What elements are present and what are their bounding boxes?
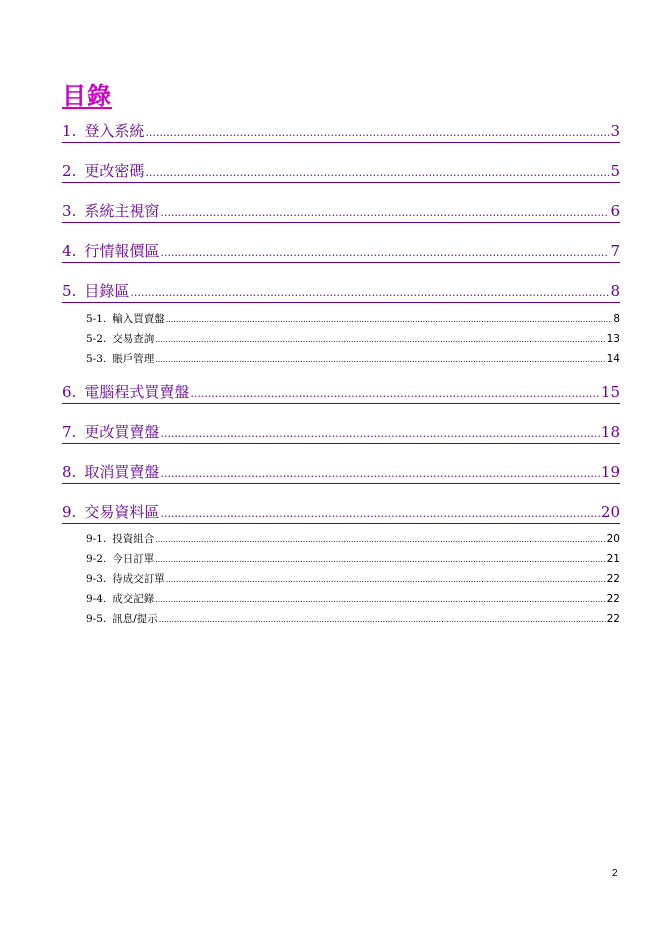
dot-leader — [155, 333, 605, 346]
toc-entry-text: 行情報價區 — [84, 242, 160, 260]
dot-leader — [160, 242, 609, 262]
toc-entry-page: 6 — [610, 202, 620, 220]
toc-entry-page: 3 — [610, 122, 620, 140]
dot-leader — [190, 383, 600, 403]
dot-leader — [155, 353, 605, 366]
toc-entry-text: 今日訂單 — [112, 553, 155, 565]
toc-entry-number: 3. — [62, 202, 77, 220]
toc-entry-text: 電腦程式買賣盤 — [84, 383, 190, 401]
toc-entry-text: 賬戶管理 — [112, 353, 155, 365]
toc-entry-number: 5. — [62, 282, 77, 300]
dot-leader — [155, 593, 605, 606]
toc-entry-text: 更改密碼 — [84, 162, 145, 180]
toc-entry-number: 9-5. — [86, 613, 107, 625]
dot-leader — [160, 423, 600, 443]
toc-entry-9-3[interactable] — [86, 573, 620, 586]
dot-leader — [160, 503, 600, 523]
toc-entry-6[interactable] — [62, 383, 620, 404]
toc-entry-text: 交易資料區 — [84, 503, 160, 521]
toc-entry-7[interactable] — [62, 423, 620, 444]
toc-entry-number: 9-4. — [86, 593, 107, 605]
toc-entry-page: 22 — [606, 593, 620, 605]
toc-entry-9-5[interactable] — [86, 613, 620, 626]
dot-leader — [160, 202, 609, 222]
toc-entry-5-1[interactable] — [86, 313, 620, 326]
toc-entry-page: 7 — [610, 242, 620, 260]
toc-entry-page: 20 — [600, 503, 620, 521]
toc-entry-text: 目錄區 — [84, 282, 130, 300]
toc-entry-number: 4. — [62, 242, 77, 260]
dot-leader — [166, 573, 606, 586]
toc-entry-9-2[interactable] — [86, 553, 620, 566]
page-number: 2 — [612, 868, 618, 879]
toc-entry-page: 19 — [600, 463, 620, 481]
toc-entry-4[interactable] — [62, 242, 620, 263]
toc-entry-number: 5-2. — [86, 333, 107, 345]
toc-entry-number: 5-1. — [86, 313, 107, 325]
toc-entry-text: 更改買賣盤 — [84, 423, 160, 441]
toc-entry-text: 成交記錄 — [112, 593, 155, 605]
toc-entry-5[interactable] — [62, 282, 620, 303]
toc-entry-9[interactable] — [62, 503, 620, 524]
toc-entry-text: 輸入買賣盤 — [112, 313, 165, 325]
toc-entry-page: 8 — [610, 282, 620, 300]
toc-entry-page: 22 — [606, 573, 620, 585]
toc-entry-page: 22 — [606, 613, 620, 625]
dot-leader — [145, 122, 609, 142]
toc-entry-2[interactable] — [62, 162, 620, 183]
toc-entry-9-1[interactable] — [86, 533, 620, 546]
toc-entry-number: 7. — [62, 423, 77, 441]
toc-entry-5-3[interactable] — [86, 353, 620, 366]
toc-entry-text: 系統主視窗 — [84, 202, 160, 220]
toc-entry-page: 8 — [613, 313, 620, 325]
toc-entry-text: 待成交訂單 — [112, 573, 165, 585]
toc-entry-number: 1. — [62, 122, 77, 140]
toc-entry-number: 9-3. — [86, 573, 107, 585]
dot-leader — [166, 313, 613, 326]
toc-entry-number: 9. — [62, 503, 77, 521]
toc-entry-number: 9-2. — [86, 553, 107, 565]
toc-entry-number: 6. — [62, 383, 77, 401]
toc-entry-5-2[interactable] — [86, 333, 620, 346]
dot-leader — [155, 533, 605, 546]
toc-entry-page: 15 — [600, 383, 620, 401]
toc-entry-text: 投資組合 — [112, 533, 155, 545]
toc-entry-page: 14 — [606, 353, 620, 365]
toc-entry-number: 8. — [62, 463, 77, 481]
toc-entry-page: 18 — [600, 423, 620, 441]
toc-entry-number: 2. — [62, 162, 77, 180]
toc-entry-text: 取消買賣盤 — [84, 463, 160, 481]
toc-entry-number: 5-3. — [86, 353, 107, 365]
dot-leader — [159, 613, 606, 626]
toc-entry-9-4[interactable] — [86, 593, 620, 606]
dot-leader — [130, 282, 609, 302]
toc-entry-8[interactable] — [62, 463, 620, 484]
dot-leader — [155, 553, 605, 566]
toc-entry-text: 訊息/提示 — [112, 613, 158, 625]
toc-entry-page: 13 — [606, 333, 620, 345]
toc-entry-text: 登入系統 — [84, 122, 145, 140]
toc-entry-page: 20 — [606, 533, 620, 545]
toc-entry-number: 9-1. — [86, 533, 107, 545]
toc-entry-3[interactable] — [62, 202, 620, 223]
toc-entry-1[interactable] — [62, 122, 620, 143]
dot-leader — [160, 463, 600, 483]
toc-title: 目錄 — [62, 81, 112, 110]
dot-leader — [145, 162, 609, 182]
toc-entry-text: 交易查詢 — [112, 333, 155, 345]
toc-entry-page: 5 — [610, 162, 620, 180]
toc-entry-page: 21 — [606, 553, 620, 565]
